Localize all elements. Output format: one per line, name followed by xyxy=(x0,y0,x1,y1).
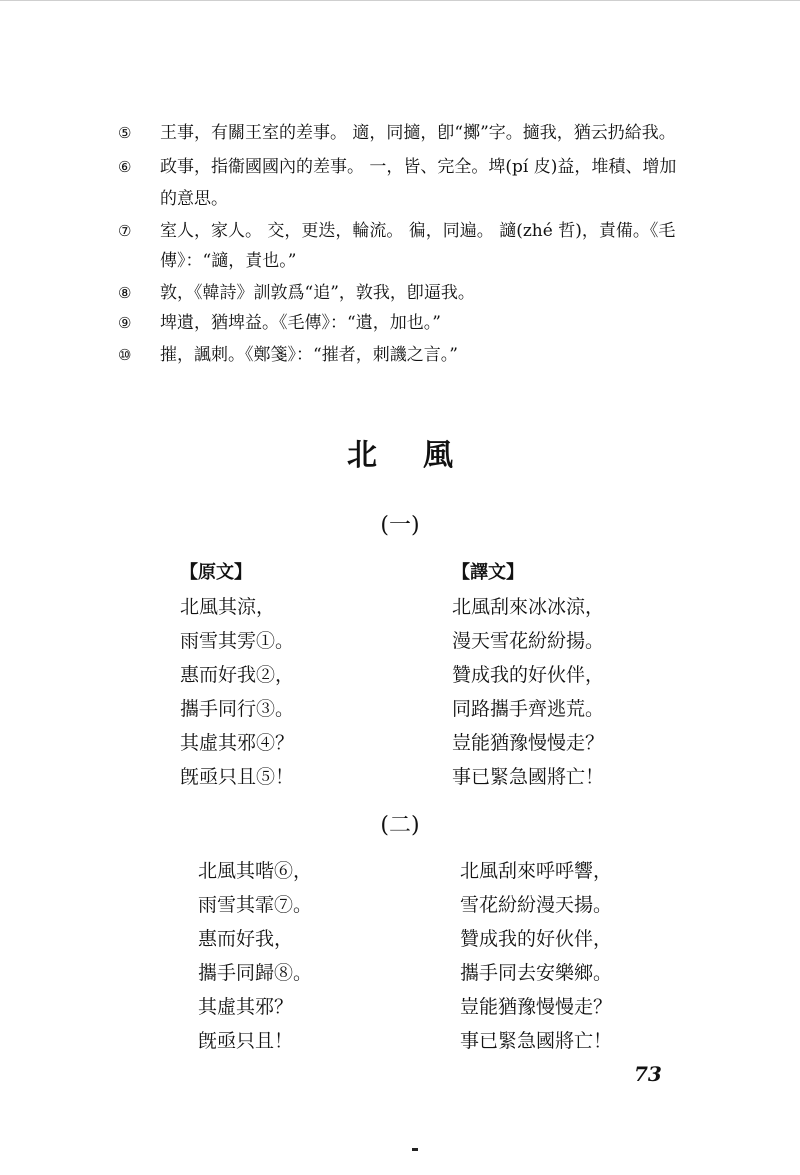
footnote-text: 室人，家人。 交，更迭，輪流。 徧，同遍。 讁(zhé 哲)，責備。《毛 xyxy=(160,221,676,241)
poem-line: 旣亟只且⑤！ xyxy=(180,766,295,788)
poem-line: 旣亟只且！ xyxy=(198,1030,294,1052)
poem-line: 其虛其邪？ xyxy=(198,996,294,1018)
footnote-8 xyxy=(118,278,475,308)
footnote-text: 王事，有關王室的差事。 適，同擿，卽“擲”字。擿我，猶云扔給我。 xyxy=(160,123,676,143)
section-heading-1: (一) xyxy=(380,513,420,538)
poem-line: 攜手同行③。 xyxy=(180,698,295,720)
translation-column-1 xyxy=(452,556,604,794)
poem-line: 攜手同歸⑧。 xyxy=(198,962,313,984)
translation-line: 豈能猶豫慢慢走？ xyxy=(460,996,613,1018)
footnote-7-continued xyxy=(118,246,296,276)
poem-line: 雨雪其雱①。 xyxy=(180,630,295,652)
footnote-9 xyxy=(118,308,441,338)
translation-column-2 xyxy=(460,854,612,1058)
footnote-text: 的意思。 xyxy=(160,189,228,209)
translation-line: 事已緊急國將亡！ xyxy=(452,766,605,788)
original-text-header: 【原文】 xyxy=(180,562,252,583)
footnote-text: 傳》：“讁，責也。” xyxy=(160,251,297,271)
poem-line: 北風其涼， xyxy=(180,596,276,618)
poem-title: 北風 xyxy=(347,438,499,473)
section-heading-2: (二) xyxy=(380,813,420,838)
poem-line: 惠而好我②， xyxy=(180,664,295,686)
footnote-10 xyxy=(118,340,458,370)
translation-line: 事已緊急國將亡！ xyxy=(460,1030,613,1052)
footnote-number: ⑧ xyxy=(118,284,132,302)
poem-line: 惠而好我， xyxy=(198,928,294,950)
page-number: 73 xyxy=(634,1062,662,1086)
translation-line: 漫天雪花紛紛揚。 xyxy=(452,630,605,652)
footnote-text: 埤遺，猶埤益。《毛傳》：“遺，加也。” xyxy=(160,313,441,333)
footnote-number: ⑥ xyxy=(118,158,132,176)
poem-line: 北風其喈⑥， xyxy=(198,860,313,882)
footnote-5 xyxy=(118,118,676,148)
footnote-6-continued xyxy=(118,184,228,214)
footnote-text: 摧，諷刺。《鄭箋》：“摧者，刺譏之言。” xyxy=(160,345,458,365)
footnote-text: 敦，《韓詩》訓敦爲“追”，敦我，卽逼我。 xyxy=(160,283,475,303)
poem-line: 其虛其邪④？ xyxy=(180,732,295,754)
translation-line: 贊成我的好伙伴， xyxy=(460,928,613,950)
translation-line: 贊成我的好伙伴， xyxy=(452,664,605,686)
footnote-7 xyxy=(118,216,675,246)
translation-line: 北風刮來冰冰涼， xyxy=(452,596,605,618)
translation-line: 雪花紛紛漫天揚。 xyxy=(460,894,613,916)
footnote-number: ⑤ xyxy=(118,124,132,142)
footnote-number: ⑦ xyxy=(118,222,132,240)
poem-line: 雨雪其霏⑦。 xyxy=(198,894,313,916)
top-rule xyxy=(0,0,800,1)
translation-line: 攜手同去安樂鄉。 xyxy=(460,962,613,984)
footnote-text: 政事，指衞國國內的差事。 一，皆、完全。埤(pí 皮)益，堆積、增加 xyxy=(160,157,677,177)
translation-header: 【譯文】 xyxy=(452,562,524,583)
translation-line: 豈能猶豫慢慢走？ xyxy=(452,732,605,754)
footnote-number: ⑨ xyxy=(118,314,132,332)
print-mark xyxy=(412,1148,418,1151)
original-text-column-2 xyxy=(198,854,312,1058)
translation-line: 同路攜手齊逃荒。 xyxy=(452,698,605,720)
original-text-column-1 xyxy=(180,556,294,794)
footnote-number: ⑩ xyxy=(118,346,132,364)
translation-line: 北風刮來呼呼響， xyxy=(460,860,613,882)
footnote-6 xyxy=(118,152,676,182)
